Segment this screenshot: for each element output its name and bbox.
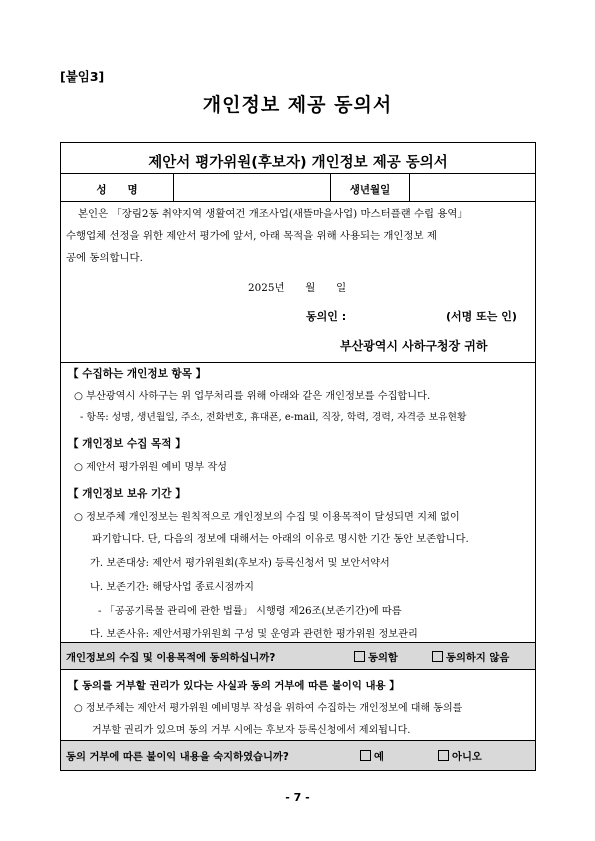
retention-line: 파기합니다. 단, 다음의 정보에 대해서는 아래의 이유로 명시한 기간 동안 보존합니다. (92, 534, 469, 545)
name-field[interactable] (176, 178, 326, 198)
acknowledge-question: 동의 거부에 따른 불이익 내용을 숙지하였습니까? (66, 751, 289, 763)
divider (60, 173, 536, 174)
retention-line: ○ 정보주체 개인정보는 원칙적으로 개인정보의 수집 및 이용목적이 달성되면 지체 없이 (74, 512, 460, 523)
statement-line: 수행업체 선정을 위한 제안서 평가에 앞서, 아래 목적을 위해 사용되는 개인정보 제 (66, 230, 437, 242)
cell-border (173, 173, 174, 201)
checkbox-icon[interactable] (432, 651, 443, 662)
collect-items-line: - 항목: 성명, 생년월일, 주소, 전화번호, 휴대폰, e-mail, 직장, 학력, 경력, 자격증 보유현황 (80, 412, 467, 423)
checkbox-icon[interactable] (354, 651, 365, 662)
birth-field[interactable] (412, 178, 532, 198)
acknowledge-no-option[interactable] (438, 748, 482, 763)
acknowledge-yes-label: 예 (374, 751, 384, 763)
consent-disagree-label: 동의하지 않음 (446, 652, 510, 664)
consent-question: 개인정보의 수집 및 이용목적에 동의하십니까? (66, 652, 276, 664)
date-text: 2025년 월 일 (248, 282, 347, 294)
retention-line: - 「공공기록물 관리에 관한 법률」 시행령 제26조(보존기간)에 따름 (98, 606, 402, 617)
collect-items-line: ○ 부산광역시 사하구는 위 업무처리를 위해 아래와 같은 개인정보를 수집합니다. (74, 391, 431, 402)
acknowledge-no-label: 아니오 (452, 751, 482, 763)
signature-label: (서명 또는 인) (446, 310, 517, 323)
cell-border (409, 173, 410, 201)
refusal-line: ○ 정보주체는 제안서 평가위원 예비명부 작성을 위하여 수집하는 개인정보에 대해 동의를 (74, 703, 463, 714)
refusal-line: 거부할 권리가 있으며 동의 거부 시에는 후보자 등록신청에서 제외됩니다. (92, 725, 411, 736)
divider (60, 362, 536, 363)
checkbox-icon[interactable] (438, 750, 449, 761)
retention-line: 가. 보존대상: 제안서 평가위원회(후보자) 등록신청서 및 보안서약서 (90, 558, 390, 569)
name-label: 성 명 (96, 184, 138, 196)
collect-purpose-heading: 【 개인정보 수집 목적 】 (68, 438, 186, 450)
form-title: 제안서 평가위원(후보자) 개인정보 제공 동의서 (148, 155, 448, 171)
divider (60, 642, 536, 643)
statement-line: 공에 동의합니다. (66, 252, 143, 264)
birth-label: 생년월일 (349, 184, 391, 196)
checkbox-icon[interactable] (360, 750, 371, 761)
statement-line: 본인은 「장림2동 취약지역 생활여건 개조사업(새뜰마을사업) 마스터플랜 수립 용역」 (78, 208, 468, 220)
divider (60, 740, 536, 741)
divider (60, 669, 536, 670)
addressee: 부산광역시 사하구청장 귀하 (340, 339, 488, 353)
collect-items-heading: 【 수집하는 개인정보 항목 】 (68, 368, 207, 380)
divider (60, 201, 536, 202)
consenter-label: 동의인 : (306, 310, 347, 323)
document-title: 개인정보 제공 동의서 (202, 94, 393, 116)
refusal-heading: 【 동의를 거부할 권리가 있다는 사실과 동의 거부에 따른 불이익 내용 】 (68, 680, 400, 692)
collect-purpose-line: ○ 제안서 평가위원 예비 명부 작성 (74, 462, 228, 473)
consent-agree-label: 동의함 (368, 652, 398, 664)
page-number: - 7 - (285, 791, 310, 804)
consent-disagree-option[interactable] (432, 649, 509, 664)
retention-heading: 【 개인정보 보유 기간 】 (68, 488, 186, 500)
retention-line: 다. 보존사유: 제안서평가위원회 구성 및 운영과 관련한 평가위원 정보관리 (90, 629, 418, 640)
retention-line: 나. 보존기간: 해당사업 종료시점까지 (90, 582, 255, 593)
consent-agree-option[interactable] (354, 649, 398, 664)
acknowledge-yes-option[interactable] (360, 748, 384, 763)
attachment-label: [붙임3] (60, 69, 105, 84)
